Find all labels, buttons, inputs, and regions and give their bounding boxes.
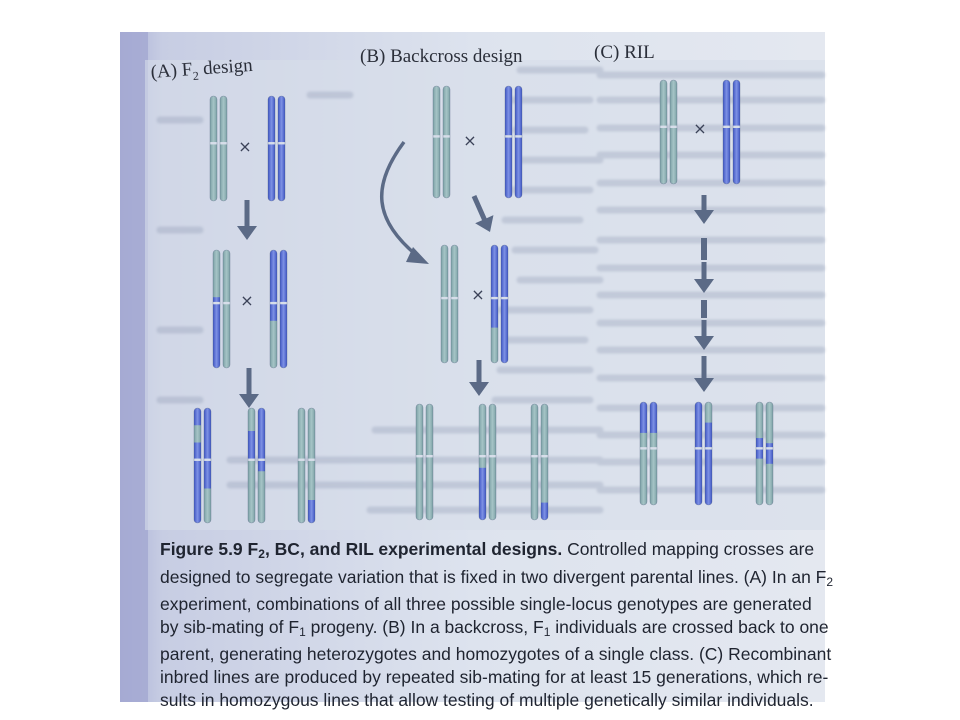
panel-b-title-text: Backcross design <box>390 46 523 67</box>
chromatid <box>223 250 231 369</box>
cross-symbol: × <box>238 137 252 156</box>
caption-line-1 <box>160 566 834 594</box>
chromatid <box>650 402 658 506</box>
caption-line-6 <box>160 689 828 712</box>
panel-a-title-tail: design <box>197 54 254 80</box>
caption-line-4 <box>160 643 832 666</box>
caption-text: experiment, combinations of all three possible single-locus genotypes are generated <box>160 594 812 615</box>
figure-caption <box>160 538 834 711</box>
chromatid <box>280 250 288 369</box>
chromatid <box>210 96 218 202</box>
caption-heading <box>160 539 562 559</box>
chromatid <box>194 408 202 524</box>
caption-text: individuals are crossed back to one <box>550 616 829 637</box>
panel-c-letter: (C) <box>594 42 620 63</box>
cross-symbol: × <box>471 285 485 304</box>
chromatid <box>451 245 459 364</box>
panel-b-title <box>360 46 523 68</box>
caption-text: sults in homozygous lines that allow testing of multiple genetically similar individuals. <box>160 689 814 710</box>
chromatid <box>766 402 774 506</box>
chromatid <box>541 404 549 521</box>
panel-b-letter: (B) <box>360 46 386 67</box>
chromatid <box>660 80 668 185</box>
chromatid <box>640 402 648 506</box>
chromatid <box>505 86 513 199</box>
chromatid <box>258 408 266 524</box>
chromatid <box>268 96 276 202</box>
panel-c-title <box>594 42 655 64</box>
caption-text: progeny. (B) In a backcross, F <box>305 616 544 637</box>
arrow-stub <box>701 300 707 318</box>
caption-text: inbred lines are produced by repeated sib-mating for at least 15 generations, which re- <box>160 666 829 687</box>
caption-heading-f: F <box>247 539 259 559</box>
cross-symbol: × <box>463 131 477 150</box>
chromatid <box>695 402 703 506</box>
chromatid <box>723 80 731 185</box>
chromatid <box>248 408 256 524</box>
panel-a-letter: (A) <box>150 60 178 83</box>
chromatid <box>501 245 509 364</box>
caption-subscript: 1 <box>543 624 551 639</box>
chromatid <box>278 96 286 202</box>
caption-text: parent, generating heterozygotes and homozygotes of a single class. (C) Recombinant <box>160 644 832 665</box>
caption-text: designed to segregate variation that is fixed in two divergent parental lines. (A) In an F <box>160 566 827 587</box>
chromatid <box>756 402 764 506</box>
chromatid <box>515 86 523 199</box>
chromatid <box>670 80 678 185</box>
caption-line <box>160 538 828 566</box>
cross-symbol: × <box>240 291 254 310</box>
caption-subscript: 1 <box>299 624 306 639</box>
spine-shadow <box>120 32 148 702</box>
chromatid <box>416 404 424 521</box>
chromatid <box>443 86 451 199</box>
arrow-stub <box>701 238 707 260</box>
chromatid <box>308 408 316 524</box>
caption-heading-rest: , BC, and RIL experimental designs. <box>264 539 563 559</box>
caption-text: Controlled mapping crosses are <box>562 539 815 559</box>
panel-a-title-main: F <box>181 59 194 81</box>
caption-subscript: 2 <box>826 574 834 589</box>
chromatid <box>426 404 434 521</box>
chromatid <box>298 408 306 524</box>
caption-text: by sib-mating of F <box>160 616 300 637</box>
chromatid <box>733 80 741 185</box>
caption-line-5 <box>160 666 828 689</box>
caption-line-0 <box>562 539 814 559</box>
caption-line-3 <box>160 616 828 644</box>
chromatid <box>220 96 228 202</box>
chromatid <box>204 408 212 524</box>
caption-heading-sub: 2 <box>258 547 265 561</box>
panel-c-title-text: RIL <box>624 42 655 63</box>
chromatid <box>433 86 441 199</box>
caption-line-2 <box>160 593 828 616</box>
figure-label: Figure 5.9 <box>160 539 243 559</box>
panel-a-title-sub: 2 <box>192 68 200 84</box>
chromatid <box>213 250 221 369</box>
cross-symbol: × <box>693 119 707 138</box>
chromatid <box>531 404 539 521</box>
chromatid <box>270 250 278 369</box>
chromatid <box>489 404 497 521</box>
chromatid <box>705 402 713 506</box>
chromatid <box>479 404 487 521</box>
chromatid <box>491 245 499 364</box>
chromatid <box>441 245 449 364</box>
